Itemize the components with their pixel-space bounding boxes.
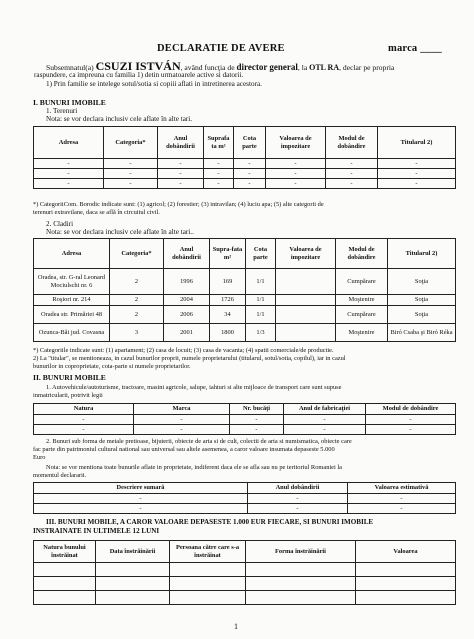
table-cell: - <box>204 179 234 189</box>
table-cell: - <box>34 425 134 435</box>
col-header: Anul dobândirii <box>248 483 348 494</box>
table-cell: 2 <box>110 295 164 306</box>
valuables-paragraph-cont: fac parte din patrimoniul cultural national sau universal sau altele asemenea, a caror valoare insumata depaseste 5.000 <box>33 446 335 453</box>
table-cell: Oradea, str. G-ral Leonard Mociulschi nr. 6 <box>34 269 110 295</box>
table-cell: - <box>348 504 456 514</box>
table-cell: Oradea str. Primăriei 48 <box>34 306 110 324</box>
table-cell: - <box>104 169 158 179</box>
col-header: Categoria* <box>104 127 158 159</box>
col-header: Valoarea estimativă <box>348 483 456 494</box>
table-cell: - <box>378 169 456 179</box>
table-cell: 1/3 <box>246 324 276 342</box>
col-header: Natura bunului înstrăinat <box>34 541 96 563</box>
page-number: 1 <box>234 622 238 631</box>
table-cell: - <box>204 169 234 179</box>
col-header: Cota parte <box>234 127 266 159</box>
table-row <box>34 269 456 295</box>
table-cell: 2006 <box>164 306 210 324</box>
table-cell: 34 <box>210 306 246 324</box>
declaration-statement: raspundere, ca impreuna cu familia 1) detin urmatoarele active si datorii. <box>34 71 244 79</box>
col-header: Anul dobândirii <box>158 127 204 159</box>
col-header: Anul de fabricaţiei <box>284 404 366 415</box>
col-header: Valoarea de impozitare <box>276 239 336 269</box>
table-cell <box>276 306 336 324</box>
col-header: Modul de dobândire <box>366 404 456 415</box>
table-cell: - <box>266 159 326 169</box>
table-cell: Cumpărare <box>336 306 388 324</box>
valuables-note-cont: momentul declararii. <box>33 472 87 479</box>
table-cell: - <box>158 169 204 179</box>
subheading-buildings: 2. Cladiri <box>46 220 74 228</box>
table-cell: - <box>34 415 134 425</box>
table-cell <box>276 324 336 342</box>
section-heading-alienated-cont: INSTRAINATE IN ULTIMELE 12 LUNI <box>33 527 160 535</box>
table-cell <box>276 269 336 295</box>
buildings-table <box>33 238 456 342</box>
table-cell: - <box>230 425 284 435</box>
table-cell: 169 <box>210 269 246 295</box>
buildings-note: Nota: se vor declara inclusiv cele aflate în alte tari.. <box>46 228 194 236</box>
table-cell: 1/1 <box>246 306 276 324</box>
table-cell: - <box>34 179 104 189</box>
table-row <box>34 504 456 514</box>
col-header: Adresa <box>34 127 104 159</box>
titular-footnote: 2) La "titular", se mentioneaza, in cazul bunurilor proprii, numele proprietarului (titularul, sotul/sotia, copilul), iar in cazul <box>33 355 346 362</box>
table-cell: - <box>326 169 378 179</box>
table-cell: Ozunca-Băi jud. Covasna <box>34 324 110 342</box>
table-cell: Soţia <box>388 306 456 324</box>
table-cell: - <box>34 169 104 179</box>
table-row <box>34 324 456 342</box>
table-cell: 1726 <box>210 295 246 306</box>
col-header: Adresa <box>34 239 110 269</box>
col-header: Titularul 2) <box>388 239 456 269</box>
table-cell: 3 <box>110 324 164 342</box>
table-row <box>34 425 456 435</box>
table-cell: - <box>326 179 378 189</box>
table-row <box>34 563 456 577</box>
vehicles-paragraph-cont: inmatricularii, potrivit legii <box>33 392 103 399</box>
table-cell: 2 <box>110 269 164 295</box>
marca-field: marca ____ <box>388 43 443 54</box>
table-row <box>34 306 456 324</box>
building-categories-footnote: *) Categoriile indicate sunt: (1) apartament; (2) casa de locuit; (3) casa de vacanta; (4) spatii comerciale/de productie. <box>33 347 334 354</box>
table-cell: Moştenire <box>336 324 388 342</box>
table-cell: 2004 <box>164 295 210 306</box>
col-header: Suprafa ta m² <box>204 127 234 159</box>
table-row <box>34 591 456 605</box>
table-cell: Cumpărare <box>336 269 388 295</box>
table-cell <box>276 295 336 306</box>
family-note: 1) Prin familie se intelege sotul/sotia si copiii aflati in intretinerea acestora. <box>46 80 262 88</box>
section-heading-alienated: III. BUNURI MOBILE, A CAROR VALOARE DEPASESTE 1.000 EUR FIECARE, SI BUNURI IMOBILE <box>46 518 374 526</box>
table-cell: - <box>248 494 348 504</box>
table-cell: 2 <box>110 306 164 324</box>
section-heading-movable: II. BUNURI MOBILE <box>33 373 106 382</box>
table-cell: - <box>284 425 366 435</box>
table-cell: - <box>234 159 266 169</box>
declarant-organization: OTL RA <box>309 63 340 72</box>
table-cell: Roşiori nr. 214 <box>34 295 110 306</box>
table-cell: - <box>204 159 234 169</box>
subheading-land: 1. Terenuri <box>46 107 78 115</box>
table-cell: Biró Csaba şi Biró Réka <box>388 324 456 342</box>
col-header: Categoria* <box>110 239 164 269</box>
col-header: Modul de dobândire <box>326 127 378 159</box>
table-cell: - <box>366 415 456 425</box>
col-header: Cota parte <box>246 239 276 269</box>
col-header: Valoarea <box>356 541 456 563</box>
col-header: Valoarea de impozitare <box>266 127 326 159</box>
table-cell: 1/1 <box>246 295 276 306</box>
table-row <box>34 415 456 425</box>
vehicles-paragraph: 1. Autovehicule/autoturisme, tractoare, masini agricole, salupe, iahturi si alte mijloace de transport care sunt supuse <box>46 384 342 391</box>
table-row <box>34 577 456 591</box>
table-cell: - <box>34 504 248 514</box>
col-header: Descriere sumară <box>34 483 248 494</box>
section-heading-real-estate: I. BUNURI IMOBILE <box>33 98 106 107</box>
declarant-name: CSUZI ISTVÁN <box>95 59 181 73</box>
table-row <box>34 494 456 504</box>
land-note: Nota: se vor declara inclusiv cele aflate în alte tari. <box>46 115 193 123</box>
table-cell: - <box>266 179 326 189</box>
table-cell: - <box>348 494 456 504</box>
table-cell: - <box>104 159 158 169</box>
alienated-table <box>33 540 456 605</box>
col-header: Titularul 2) <box>378 127 456 159</box>
vehicles-table <box>33 403 456 435</box>
table-cell: - <box>34 159 104 169</box>
alienated-table-header <box>34 541 456 563</box>
table-row <box>34 159 456 169</box>
col-header: Nr. bucăţi <box>230 404 284 415</box>
col-header: Persoana către care s-a înstrăinat <box>170 541 246 563</box>
table-cell: 1/1 <box>246 269 276 295</box>
table-cell: 2001 <box>164 324 210 342</box>
page-title: DECLARATIE DE AVERE <box>157 43 285 54</box>
valuables-table <box>33 482 456 514</box>
col-header: Modul de dobândire <box>336 239 388 269</box>
table-cell: - <box>158 179 204 189</box>
table-cell: - <box>366 425 456 435</box>
col-header: Marca <box>134 404 230 415</box>
buildings-table-header <box>34 239 456 269</box>
table-cell: - <box>158 159 204 169</box>
table-cell: - <box>248 504 348 514</box>
table-cell: - <box>378 179 456 189</box>
table-cell: - <box>104 179 158 189</box>
table-cell: - <box>234 169 266 179</box>
col-header: Anul dobândirii <box>164 239 210 269</box>
land-table-header <box>34 127 456 159</box>
vehicles-table-header <box>34 404 456 415</box>
titular-footnote-cont: bunurilor in coproprietate, cota-parte si numele proprietarilor. <box>33 363 191 370</box>
table-cell: Moştenire <box>336 295 388 306</box>
table-cell: - <box>230 415 284 425</box>
valuables-paragraph: 2. Bunuri sub forma de metale pretioase, bijuterii, obiecte de arta si de cult, colectii de arta si numismatica, obiecte care <box>46 438 352 445</box>
table-cell: - <box>284 415 366 425</box>
table-cell: 1800 <box>210 324 246 342</box>
land-categories-footnote-cont: terenuri extravilane, daca se află în circuitul civil. <box>33 209 160 216</box>
land-table <box>33 126 456 189</box>
table-cell: 1996 <box>164 269 210 295</box>
col-header: Forma înstrăinării <box>246 541 356 563</box>
col-header: Natura <box>34 404 134 415</box>
table-cell: Soţia <box>388 269 456 295</box>
col-header: Data înstrăinării <box>96 541 170 563</box>
table-cell: - <box>134 415 230 425</box>
table-cell: - <box>34 494 248 504</box>
declarant-line: Subsemnatul(a) CSUZI ISTVÁN, având funcţia de director general, la OTL RA, declar pe propria <box>46 59 395 73</box>
table-cell: - <box>234 179 266 189</box>
land-categories-footnote: *) CategoriiCom. Borodic indicate sunt: (1) agricol; (2) forestier; (3) intravilan; (4) luciu apa; (5) alte categorii de <box>33 201 324 208</box>
table-cell: - <box>326 159 378 169</box>
valuables-note: Nota: se vor mentiona toate bunurile aflate in proprietate, indiferent daca ele se afla sau nu pe teritoriul Romaniei la <box>46 464 342 471</box>
table-cell: Soţia <box>388 295 456 306</box>
table-cell: - <box>266 169 326 179</box>
table-cell: - <box>378 159 456 169</box>
valuables-paragraph-end: Euro <box>33 454 46 461</box>
table-row <box>34 169 456 179</box>
col-header: Supra-fata m² <box>210 239 246 269</box>
valuables-table-header <box>34 483 456 494</box>
declarant-function: director general <box>236 62 298 72</box>
table-row <box>34 179 456 189</box>
table-row <box>34 295 456 306</box>
table-cell: - <box>134 425 230 435</box>
